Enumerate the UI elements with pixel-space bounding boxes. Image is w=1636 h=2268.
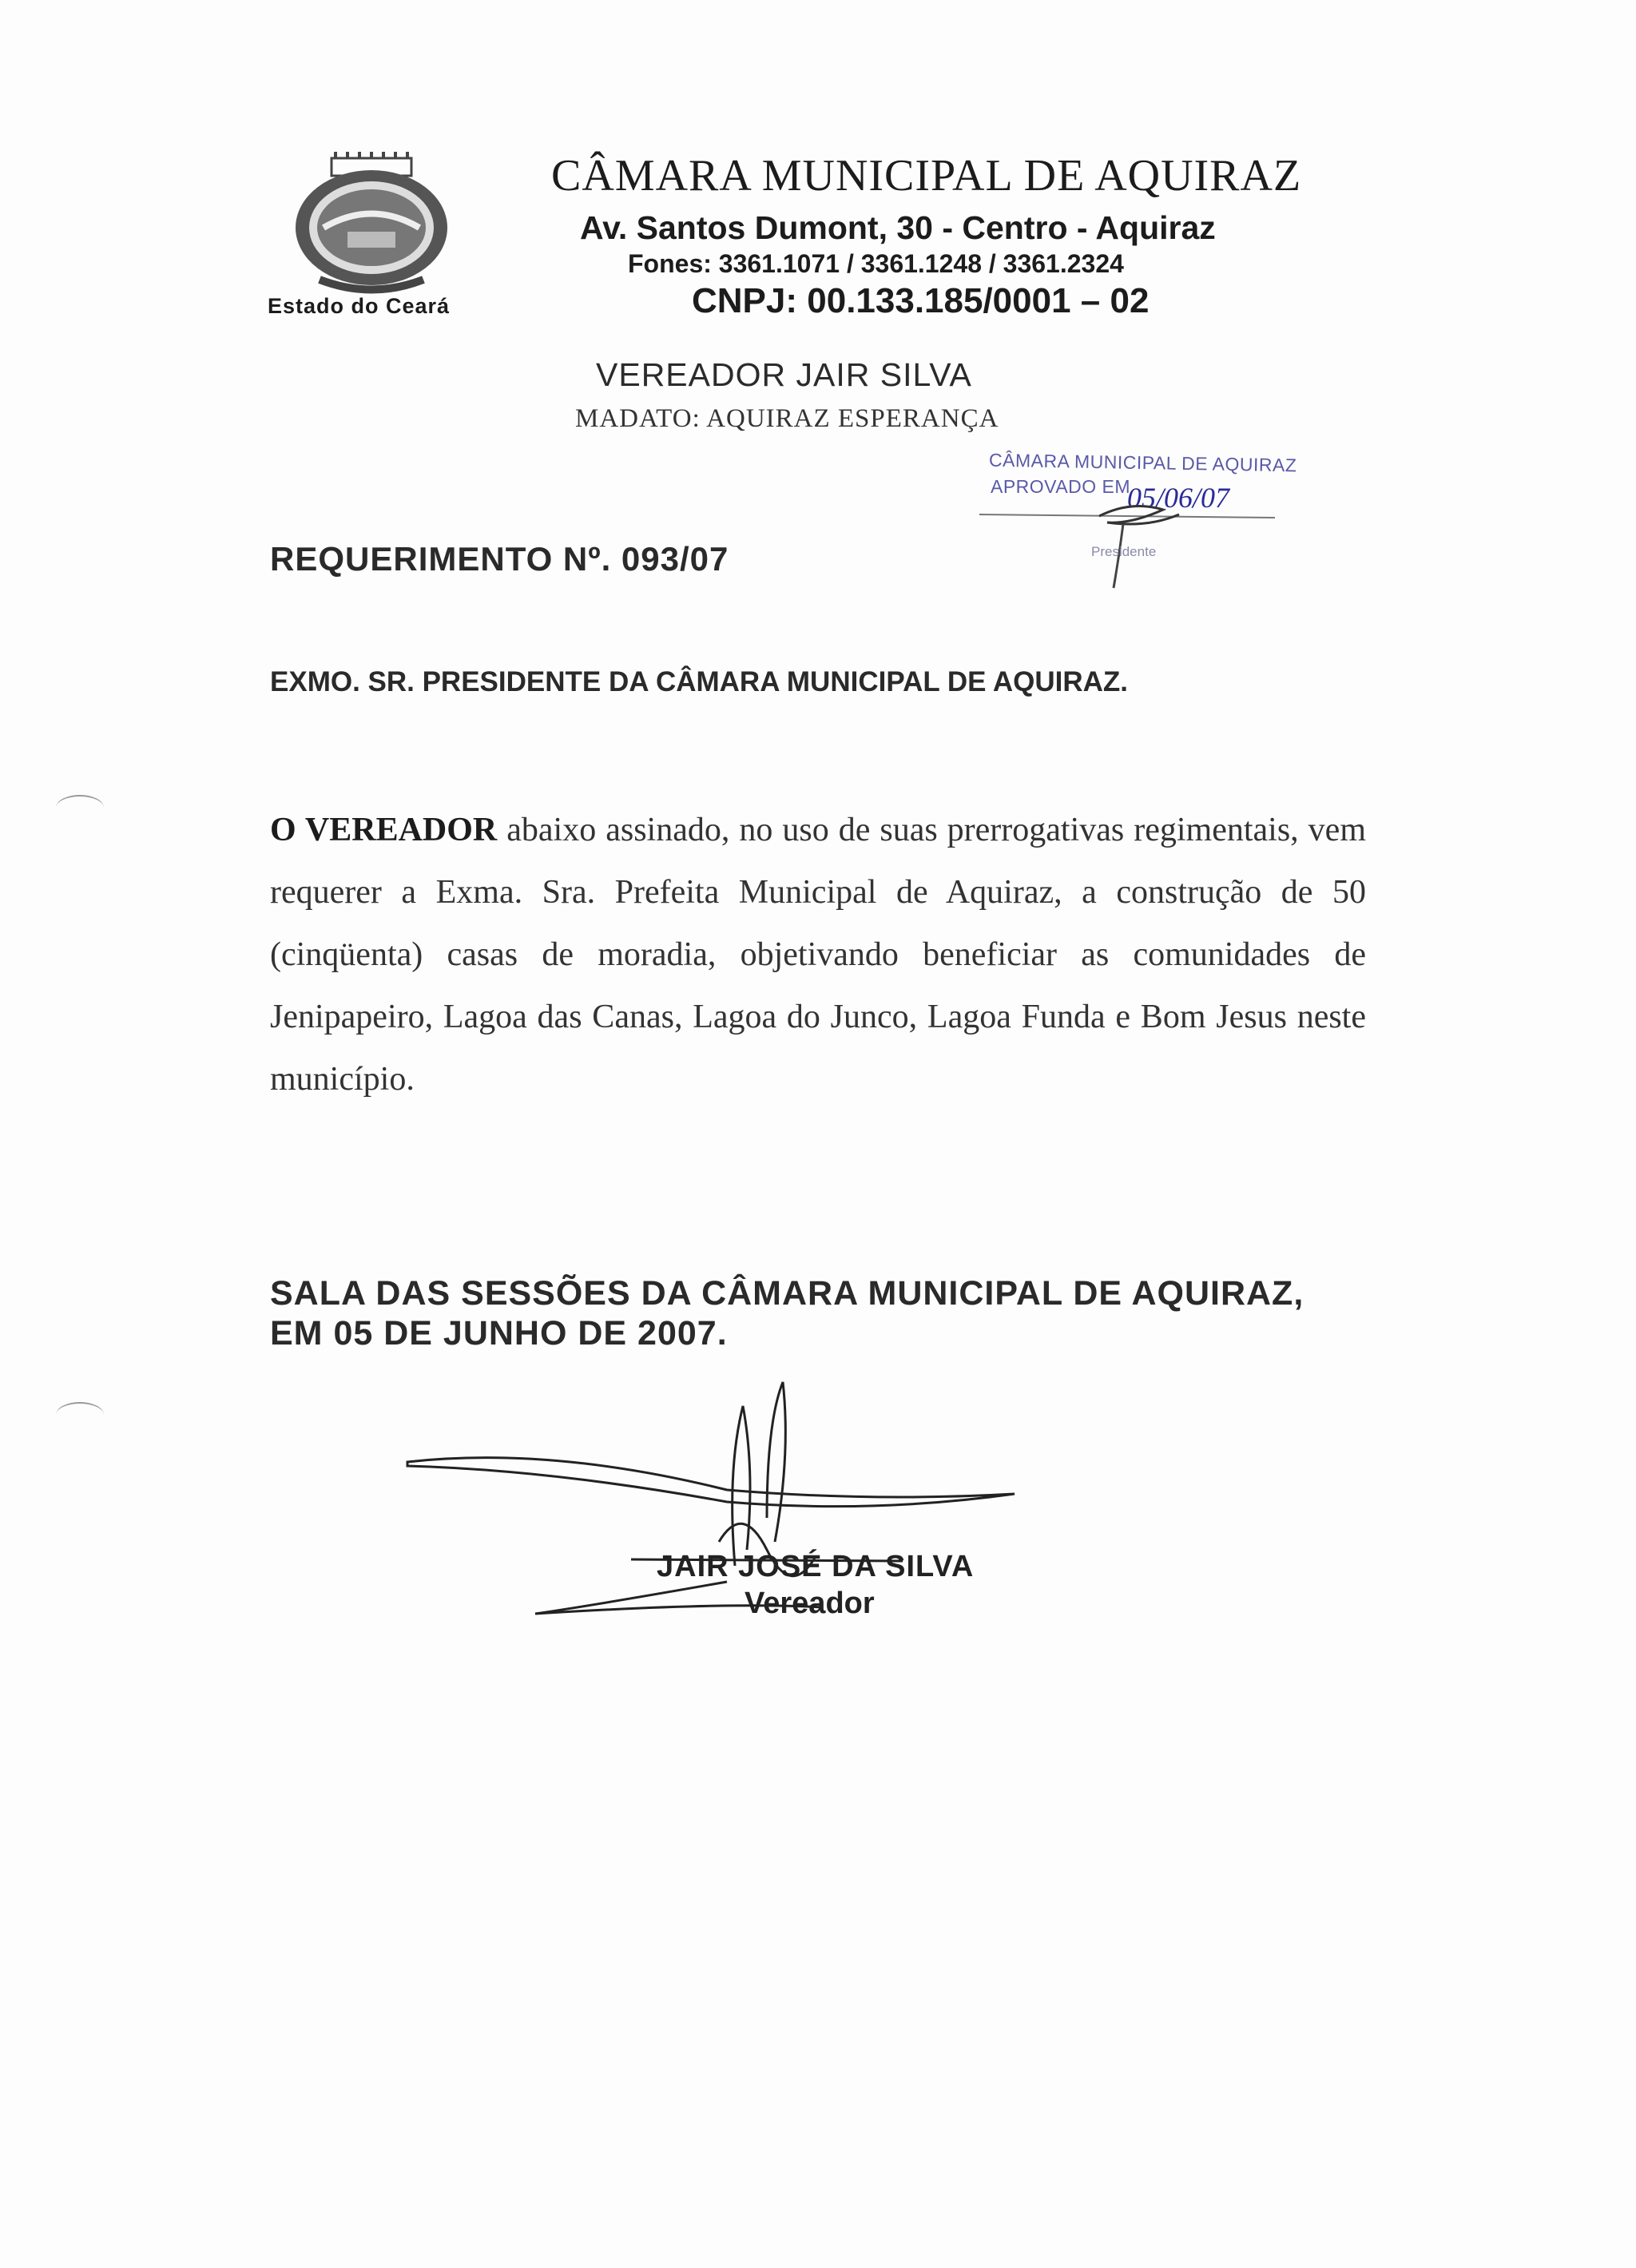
signer-role: Vereador <box>745 1587 875 1620</box>
stamp-institution: CÂMARA MUNICIPAL DE AQUIRAZ <box>988 449 1297 476</box>
closing-line-2: EM 05 DE JUNHO DE 2007. <box>270 1314 728 1352</box>
coat-of-arms-seal <box>288 152 455 304</box>
stamp-role: Presidente <box>1091 544 1157 559</box>
stamp-date: 05/06/07 <box>1127 482 1230 514</box>
institution-title: CÂMARA MUNICIPAL DE AQUIRAZ <box>551 151 1302 201</box>
mandate-label: MADATO: AQUIRAZ ESPERANÇA <box>575 404 999 433</box>
institution-phones: Fones: 3361.1071 / 3361.1248 / 3361.2324 <box>628 249 1124 278</box>
closing-block <box>270 1273 1366 1353</box>
punch-hole-mark <box>56 795 104 820</box>
punch-hole-mark <box>56 1402 104 1428</box>
state-label: Estado do Ceará <box>268 294 451 318</box>
handwritten-signature <box>391 1358 1030 1646</box>
signer-name: JAIR JOSÉ DA SILVA <box>657 1550 975 1583</box>
councilor-name: VEREADOR JAIR SILVA <box>596 356 972 393</box>
stamp-approved-label: APROVADO EM <box>991 476 1131 497</box>
approval-stamp <box>979 449 1299 596</box>
request-body-text: abaixo assinado, no uso de suas prerrogativas regimentais, vem requerer a Exma. Sra. Prefeita Municipal de Aquiraz, a construção de 50 (cinqüenta) casas de moradia, objetivando beneficiar as comunidades de Jenipapeiro, Lagoa das Canas, Lagoa do Junco, Lagoa Funda e Bom Jesus neste município. <box>270 812 1366 1098</box>
addressee-line: EXMO. SR. PRESIDENTE DA CÂMARA MUNICIPAL DE AQUIRAZ. <box>270 666 1129 697</box>
institution-cnpj: CNPJ: 00.133.185/0001 – 02 <box>692 281 1150 320</box>
closing-line-1: SALA DAS SESSÕES DA CÂMARA MUNICIPAL DE AQUIRAZ, <box>270 1274 1304 1313</box>
institution-address: Av. Santos Dumont, 30 - Centro - Aquiraz <box>580 209 1216 246</box>
request-number: REQUERIMENTO Nº. 093/07 <box>270 540 729 578</box>
request-body <box>270 799 1366 1110</box>
request-body-lead: O VEREADOR <box>270 812 498 848</box>
